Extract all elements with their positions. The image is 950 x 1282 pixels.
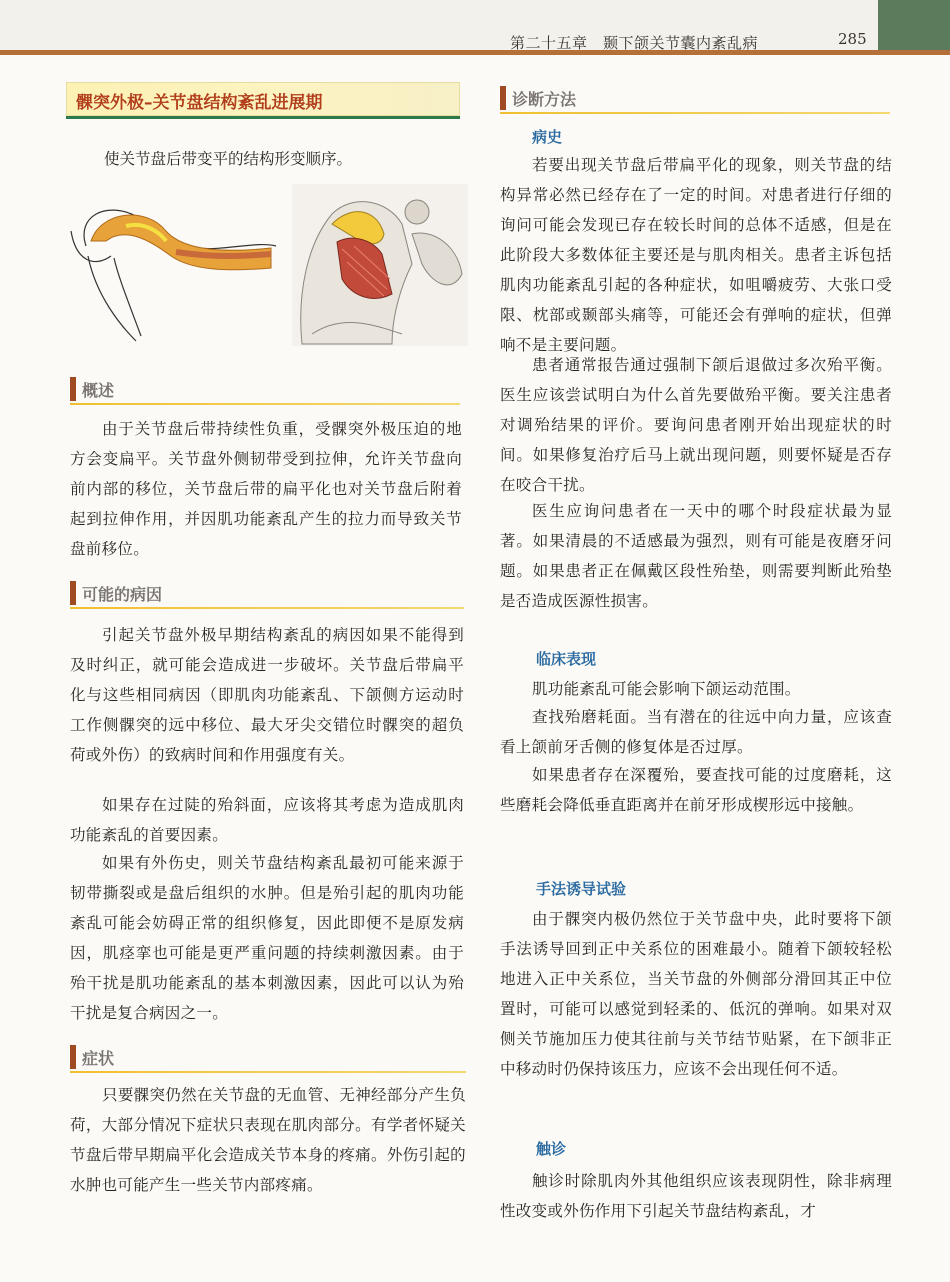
page-number: 285 <box>838 30 867 48</box>
section-title: 症状 <box>82 1049 115 1068</box>
section-diagnosis-heading <box>500 84 890 112</box>
figure-caption: 使关节盘后带变平的结构形变顺序。 <box>104 150 353 168</box>
section-marker <box>70 581 76 605</box>
causes-paragraph-3: 如果有外伤史，则关节盘结构紊乱最初可能来源于韧带撕裂或是盘后组织的水肿。但是殆引起的肌肉功能紊乱可能会妨碍正常的组织修复，因此即便不是原发病因，肌痉挛也可能是更严重问题的持续刺激因素。由于殆干扰是肌功能紊乱的基本刺激因素，因此可以认为殆干扰是复合病因之一。 <box>70 854 464 1022</box>
clinical-heading: 临床表现 <box>536 650 597 668</box>
header-rule <box>0 50 950 55</box>
section-underline <box>70 607 464 609</box>
history-paragraph-1: 若要出现关节盘后带扁平化的现象，则关节盘的结构异常必然已经存在了一定的时间。对患者进行仔细的询问可能会发现已存在较长时间的总体不适感，但是在此阶段大多数体征主要还是与肌肉相关。患者主诉包括肌肉功能紊乱引起的各种症状，如咀嚼疲劳、大张口受限、枕部或颞部头痛等，可能还会有弹响的症状，但弹响不是主要问题。 <box>500 156 892 354</box>
clinical-paragraph-2: 查找殆磨耗面。当有潜在的往远中向力量，应该查看上颌前牙舌侧的修复体是否过厚。 <box>500 708 892 756</box>
section-title: 诊断方法 <box>512 90 577 109</box>
history-paragraph-3: 医生应询问患者在一天中的哪个时段症状最为显著。如果清晨的不适感最为强烈，则有可能是夜磨牙问题。如果患者正在佩戴区段性殆垫，则需要判断此殆垫是否造成医源性损害。 <box>500 502 892 610</box>
section-title: 可能的病因 <box>82 585 163 604</box>
section-marker <box>70 1045 76 1069</box>
clinical-paragraph-1: 肌功能紊乱可能会影响下颌运动范围。 <box>532 680 801 698</box>
section-marker <box>500 86 506 110</box>
overview-paragraph: 由于关节盘后带持续性负重，受髁突外极压迫的地方会变扁平。关节盘外侧韧带受到拉伸，允许关节盘向前内部的移位，关节盘后带的扁平化也对关节盘后附着起到拉伸作用，并因肌功能紊乱产生的拉力而导致关节盘前移位。 <box>70 420 462 558</box>
running-head: 第二十五章 颞下颌关节囊内紊乱病 <box>510 34 759 52</box>
history-paragraph-2: 患者通常报告通过强制下颌后退做过多次殆平衡。医生应该尝试明白为什么首先要做殆平衡。要关注患者对调殆结果的评价。要询问患者刚开始出现症状的时间。如果修复治疗后马上就出现问题，则要怀疑是否存在咬合干扰。 <box>500 356 892 494</box>
feature-title: 髁突外极–关节盘结构紊乱进展期 <box>76 93 323 113</box>
symptoms-paragraph: 只要髁突仍然在关节盘的无血管、无神经部分产生负荷，大部分情况下症状只表现在肌肉部分。有学者怀疑关节盘后带早期扁平化会造成关节本身的疼痛。外伤引起的水肿也可能产生一些关节内部疼痛。 <box>70 1086 466 1194</box>
section-title: 概述 <box>82 381 115 400</box>
section-underline <box>70 1071 466 1073</box>
history-heading: 病史 <box>532 128 563 146</box>
causes-paragraph-2: 如果存在过陡的殆斜面，应该将其考虑为造成肌肉功能紊乱的首要因素。 <box>70 796 464 844</box>
palpation-paragraph: 触诊时除肌肉外其他组织应该表现阴性，除非病理性改变或外伤作用下引起关节盘结构紊乱，才 <box>500 1172 892 1220</box>
clinical-paragraph-3: 如果患者存在深覆殆，要查找可能的过度磨耗，这些磨耗会降低垂直距离并在前牙形成楔形远中接触。 <box>500 766 892 814</box>
header-tab <box>878 0 950 50</box>
section-underline <box>70 403 460 405</box>
page-header <box>0 0 950 52</box>
condyle-anatomy-illustration <box>292 184 468 346</box>
section-causes-heading <box>70 579 464 607</box>
section-marker <box>70 377 76 401</box>
section-overview-heading <box>70 375 460 403</box>
manipulation-paragraph: 由于髁突内极仍然位于关节盘中央，此时要将下颌手法诱导回到正中关系位的困难最小。随着下颌较轻松地进入正中关系位，当关节盘的外侧部分滑回其正中位置时，可能可以感觉到轻柔的、低沉的弹响。如果对双侧关节施加压力使其往前与关节结节贴紧，在下颌非正中移动时仍保持该压力，应该不会出现任何不适。 <box>500 910 892 1078</box>
causes-paragraph-1: 引起关节盘外极早期结构紊乱的病因如果不能得到及时纠正，就可能会造成进一步破坏。关节盘后带扁平化与这些相同病因（即肌肉功能紊乱、下颌侧方运动时工作侧髁突的远中移位、最大牙尖交错位时髁突的超负荷或外伤）的致病时间和作用强度有关。 <box>70 626 464 764</box>
disc-deformation-illustration <box>66 186 286 346</box>
manipulation-heading: 手法诱导试验 <box>536 880 627 898</box>
section-underline <box>500 112 890 114</box>
palpation-heading: 触诊 <box>536 1140 567 1158</box>
section-symptoms-heading <box>70 1043 466 1071</box>
